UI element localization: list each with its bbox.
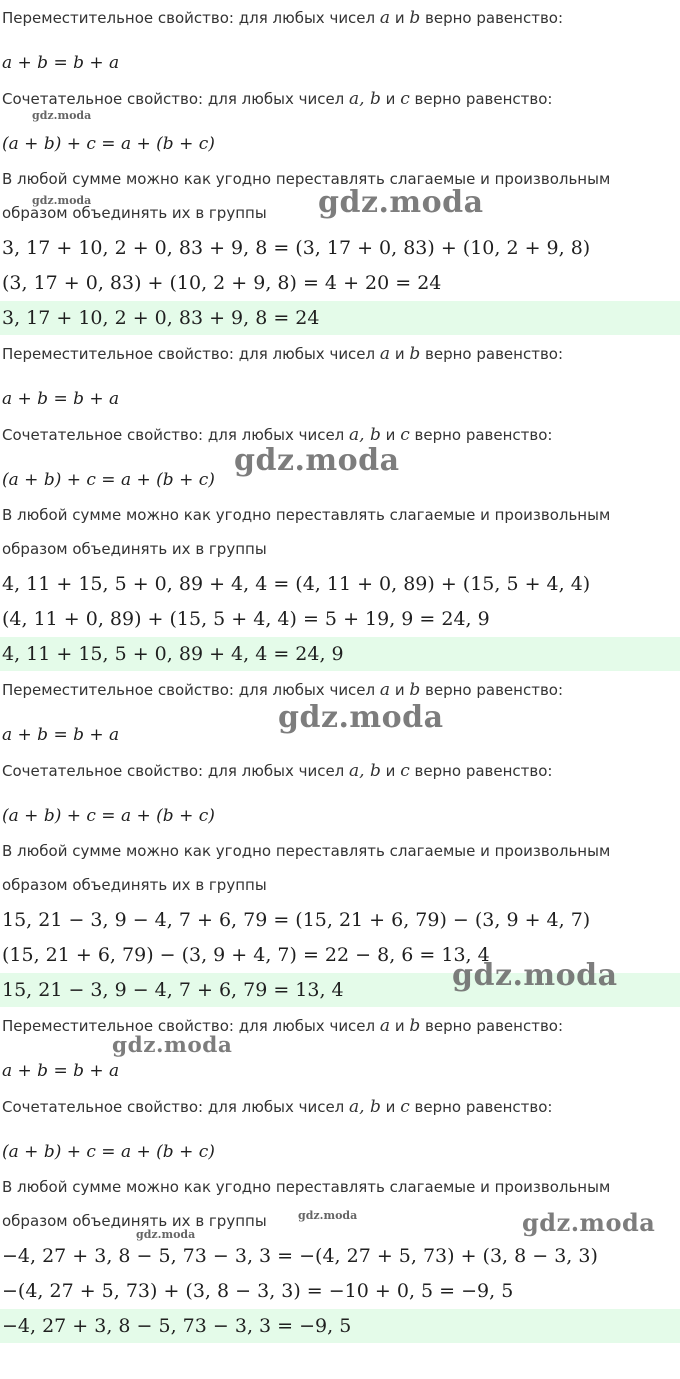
associative-prefix: Сочетательное свойство: для любых чисел (2, 426, 345, 444)
variable-b: b (409, 344, 421, 364)
commutative-formula (0, 45, 680, 79)
equation-text: 4, 11 + 15, 5 + 0, 89 + 4, 4 = (4, 11 + 0, 89) + (15, 5 + 4, 4) (2, 573, 591, 595)
rule-text: образом объединять их в группы (2, 540, 267, 558)
associative-formula (0, 1134, 680, 1168)
variables-a-b: a, b (349, 1097, 381, 1117)
rule-text: образом объединять их в группы (2, 1212, 267, 1230)
variable-a: a (379, 680, 391, 700)
answer-equation: 4, 11 + 15, 5 + 0, 89 + 4, 4 = 24, 9 (2, 643, 344, 665)
conjunction: и (385, 426, 396, 444)
calculation-step-2 (0, 1274, 680, 1308)
equation-text: (15, 21 + 6, 79) − (3, 9 + 4, 7) = 22 − 8, 6 = 13, 4 (2, 944, 490, 966)
conjunction: и (394, 345, 405, 363)
rule-text-line-1 (0, 503, 680, 527)
conjunction: и (385, 90, 396, 108)
watermark-logo: gdz.moda (32, 194, 92, 207)
commutative-formula (0, 381, 680, 415)
variable-b: b (409, 680, 421, 700)
commutative-suffix: верно равенство: (425, 9, 564, 27)
associative-prefix: Сочетательное свойство: для любых чисел (2, 762, 345, 780)
associative-property-text (0, 759, 680, 783)
variable-a: a (379, 8, 391, 28)
commutative-property-text (0, 1014, 680, 1038)
commutative-prefix: Переместительное свойство: для любых чисел (2, 345, 376, 363)
variable-b: b (409, 1016, 421, 1036)
associative-formula (0, 126, 680, 160)
equation-text: (3, 17 + 0, 83) + (10, 2 + 9, 8) = 4 + 20 = 24 (2, 272, 442, 294)
variables-a-b: a, b (349, 761, 381, 781)
commutative-property-text (0, 6, 680, 30)
commutative-formula-text: a + b = b + a (2, 725, 120, 745)
commutative-formula-text: a + b = b + a (2, 53, 120, 73)
variables-a-b: a, b (349, 425, 381, 445)
rule-text-line-2 (0, 873, 680, 897)
commutative-prefix: Переместительное свойство: для любых чисел (2, 681, 376, 699)
commutative-prefix: Переместительное свойство: для любых чисел (2, 1017, 376, 1035)
answer-equation: −4, 27 + 3, 8 − 5, 73 − 3, 3 = −9, 5 (2, 1315, 352, 1337)
rule-text: образом объединять их в группы (2, 876, 267, 894)
watermark-logo: gdz.moda (318, 185, 484, 220)
answer-highlight (0, 1309, 680, 1343)
conjunction: и (394, 1017, 405, 1035)
conjunction: и (394, 681, 405, 699)
watermark-logo: gdz.moda (32, 109, 92, 122)
variable-a: a (379, 344, 391, 364)
associative-formula-text: (a + b) + c = a + (b + c) (2, 134, 215, 154)
commutative-property-text (0, 342, 680, 366)
associative-prefix: Сочетательное свойство: для любых чисел (2, 90, 345, 108)
rule-text: В любой сумме можно как угодно переставлять слагаемые и произвольным (2, 506, 611, 524)
equation-text: 3, 17 + 10, 2 + 0, 83 + 9, 8 = (3, 17 + 0, 83) + (10, 2 + 9, 8) (2, 237, 591, 259)
associative-prefix: Сочетательное свойство: для любых чисел (2, 1098, 345, 1116)
associative-property-text (0, 1095, 680, 1119)
commutative-suffix: верно равенство: (425, 1017, 564, 1035)
variable-b: b (409, 8, 421, 28)
calculation-step-2 (0, 602, 680, 636)
equation-text: (4, 11 + 0, 89) + (15, 5 + 4, 4) = 5 + 19, 9 = 24, 9 (2, 608, 490, 630)
variable-a: a (379, 1016, 391, 1036)
associative-suffix: верно равенство: (414, 1098, 553, 1116)
watermark-logo: gdz.moda (522, 1208, 656, 1237)
commutative-prefix: Переместительное свойство: для любых чисел (2, 9, 376, 27)
watermark-logo: gdz.moda (234, 443, 400, 478)
answer-equation: 15, 21 − 3, 9 − 4, 7 + 6, 79 = 13, 4 (2, 979, 344, 1001)
associative-formula-text: (a + b) + c = a + (b + c) (2, 1142, 215, 1162)
variable-c: c (400, 425, 410, 445)
variables-a-b: a, b (349, 89, 381, 109)
conjunction: и (394, 9, 405, 27)
calculation-step-2 (0, 266, 680, 300)
associative-formula (0, 798, 680, 832)
variable-c: c (400, 89, 410, 109)
equation-text: −(4, 27 + 5, 73) + (3, 8 − 3, 3) = −10 + 0, 5 = −9, 5 (2, 1280, 514, 1302)
conjunction: и (385, 1098, 396, 1116)
calculation-step-1 (0, 231, 680, 265)
rule-text-line-2 (0, 537, 680, 561)
commutative-suffix: верно равенство: (425, 345, 564, 363)
associative-suffix: верно равенство: (414, 762, 553, 780)
watermark-logo: gdz.moda (278, 700, 444, 735)
equation-text: −4, 27 + 3, 8 − 5, 73 − 3, 3 = −(4, 27 + 5, 73) + (3, 8 − 3, 3) (2, 1245, 598, 1267)
variable-c: c (400, 1097, 410, 1117)
watermark-logo: gdz.moda (136, 1228, 196, 1241)
associative-suffix: верно равенство: (414, 426, 553, 444)
commutative-formula-text: a + b = b + a (2, 389, 120, 409)
answer-highlight (0, 301, 680, 335)
rule-text-line-1 (0, 839, 680, 863)
rule-text: В любой сумме можно как угодно переставлять слагаемые и произвольным (2, 842, 611, 860)
calculation-step-1 (0, 903, 680, 937)
rule-text: В любой сумме можно как угодно переставлять слагаемые и произвольным (2, 170, 611, 188)
commutative-suffix: верно равенство: (425, 681, 564, 699)
conjunction: и (385, 762, 396, 780)
associative-formula-text: (a + b) + c = a + (b + c) (2, 470, 215, 490)
commutative-property-text (0, 678, 680, 702)
answer-highlight (0, 637, 680, 671)
watermark-logo: gdz.moda (452, 958, 618, 993)
associative-formula-text: (a + b) + c = a + (b + c) (2, 806, 215, 826)
associative-suffix: верно равенство: (414, 90, 553, 108)
commutative-formula-text: a + b = b + a (2, 1061, 120, 1081)
rule-text-line-1 (0, 1175, 680, 1199)
watermark-logo: gdz.moda (112, 1033, 233, 1058)
calculation-step-1 (0, 567, 680, 601)
answer-equation: 3, 17 + 10, 2 + 0, 83 + 9, 8 = 24 (2, 307, 320, 329)
commutative-formula (0, 1053, 680, 1087)
associative-property-text (0, 87, 680, 111)
equation-text: 15, 21 − 3, 9 − 4, 7 + 6, 79 = (15, 21 + 6, 79) − (3, 9 + 4, 7) (2, 909, 591, 931)
calculation-step-1 (0, 1239, 680, 1273)
watermark-logo: gdz.moda (298, 1209, 358, 1222)
variable-c: c (400, 761, 410, 781)
rule-text: В любой сумме можно как угодно переставлять слагаемые и произвольным (2, 1178, 611, 1196)
rule-text: образом объединять их в группы (2, 204, 267, 222)
